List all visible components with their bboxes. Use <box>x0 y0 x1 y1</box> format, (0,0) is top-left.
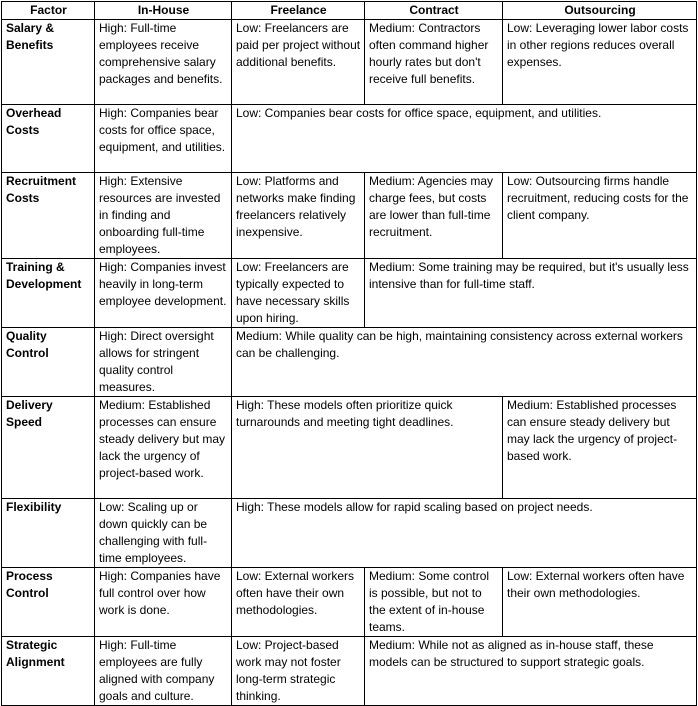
table-row <box>2 568 697 637</box>
in-house-cell: High: Companies bear costs for office space, equipment, and utilities. <box>95 105 232 173</box>
freelance-cell: Low: Project-based work may not foster long-term strategic thinking. <box>232 637 365 706</box>
factor-cell: Strategic Alignment <box>2 637 95 706</box>
freelance-cell: Low: Freelancers are paid per project without additional benefits. <box>232 20 365 105</box>
outsourcing-cell: Low: External workers often have their own methodologies. <box>503 568 697 637</box>
merged-cell: High: These models often prioritize quick turnarounds and meeting tight deadlines. <box>232 397 503 499</box>
contract-cell: Medium: Contractors often command higher hourly rates but don't receive full benefits. <box>365 20 503 105</box>
in-house-cell: Low: Scaling up or down quickly can be challenging with full-time employees. <box>95 499 232 568</box>
factor-cell: Delivery Speed <box>2 397 95 499</box>
contract-cell: Medium: Some control is possible, but not to the extent of in-house teams. <box>365 568 503 637</box>
contract-cell: Medium: Agencies may charge fees, but costs are lower than full-time recruitment. <box>365 173 503 259</box>
header-contract: Contract <box>365 2 503 20</box>
outsourcing-cell: Low: Outsourcing firms handle recruitment, reducing costs for the client company. <box>503 173 697 259</box>
in-house-cell: High: Extensive resources are invested in finding and onboarding full-time employees. <box>95 173 232 259</box>
header-in-house: In-House <box>95 2 232 20</box>
table-row <box>2 105 697 173</box>
header-freelance: Freelance <box>232 2 365 20</box>
merged-cell: Low: Companies bear costs for office space, equipment, and utilities. <box>232 105 697 173</box>
in-house-cell: Medium: Established processes can ensure steady delivery but may lack the urgency of project-based work. <box>95 397 232 499</box>
table-row <box>2 397 697 499</box>
factor-cell: Recruitment Costs <box>2 173 95 259</box>
factor-cell: Quality Control <box>2 328 95 397</box>
merged-cell: Medium: While not as aligned as in-house staff, these models can be structured to support strategic goals. <box>365 637 697 706</box>
merged-cell: High: These models allow for rapid scaling based on project needs. <box>232 499 697 568</box>
factor-cell: Salary & Benefits <box>2 20 95 105</box>
merged-cell: Medium: Some training may be required, but it's usually less intensive than for full-time staff. <box>365 259 697 328</box>
header-row <box>2 2 697 20</box>
in-house-cell: High: Full-time employees are fully aligned with company goals and culture. <box>95 637 232 706</box>
factor-cell: Overhead Costs <box>2 105 95 173</box>
in-house-cell: High: Companies have full control over how work is done. <box>95 568 232 637</box>
freelance-cell: Low: External workers often have their own methodologies. <box>232 568 365 637</box>
in-house-cell: High: Direct oversight allows for stringent quality control measures. <box>95 328 232 397</box>
freelance-cell: Low: Platforms and networks make finding freelancers relatively inexpensive. <box>232 173 365 259</box>
outsourcing-cell: Medium: Established processes can ensure steady delivery but may lack the urgency of project-based work. <box>503 397 697 499</box>
table-row <box>2 499 697 568</box>
table-row <box>2 173 697 259</box>
header-factor: Factor <box>2 2 95 20</box>
table-row <box>2 259 697 328</box>
freelance-cell: Low: Freelancers are typically expected to have necessary skills upon hiring. <box>232 259 365 328</box>
outsourcing-cell: Low: Leveraging lower labor costs in other regions reduces overall expenses. <box>503 20 697 105</box>
merged-cell: Medium: While quality can be high, maintaining consistency across external workers can be challenging. <box>232 328 697 397</box>
table-row <box>2 20 697 105</box>
in-house-cell: High: Full-time employees receive comprehensive salary packages and benefits. <box>95 20 232 105</box>
factor-cell: Process Control <box>2 568 95 637</box>
factor-cell: Training & Development <box>2 259 95 328</box>
table-row <box>2 637 697 706</box>
header-outsourcing: Outsourcing <box>503 2 697 20</box>
comparison-table <box>1 1 697 706</box>
table-row <box>2 328 697 397</box>
in-house-cell: High: Companies invest heavily in long-term employee development. <box>95 259 232 328</box>
factor-cell: Flexibility <box>2 499 95 568</box>
